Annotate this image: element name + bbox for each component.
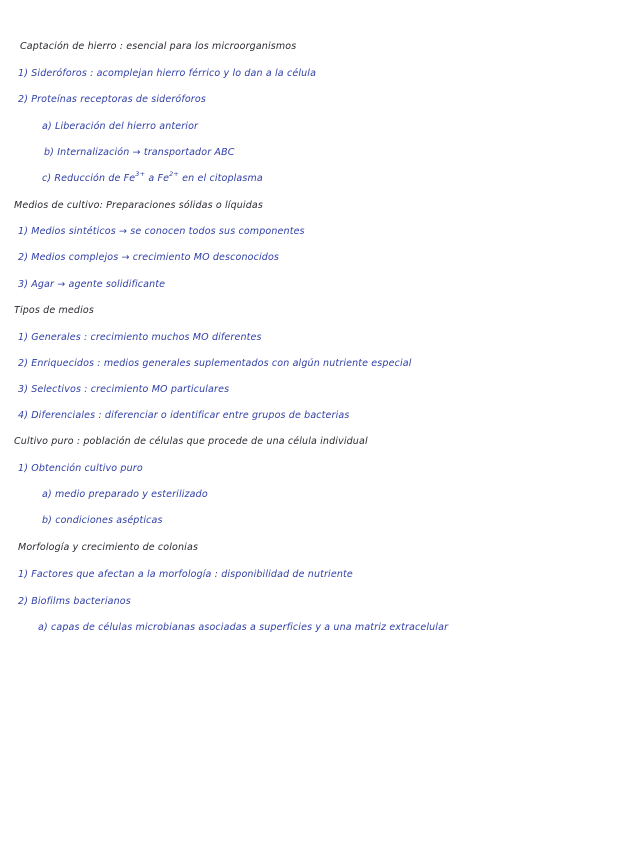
note-line-sideroforos: 1) Sideróforos : acomplejan hierro férrico y lo dan a la célula (18, 68, 317, 79)
note-line-obtencion: 1) Obtención cultivo puro (18, 463, 143, 474)
note-subitem-capas-celulas: a) capas de células microbianas asociadas a superficies y a una matriz extracelular (38, 622, 449, 633)
note-line-enriquecidos: 2) Enriquecidos : medios generales suplementados con algún nutriente especial (18, 358, 412, 369)
heading-tipos-medios: Tipos de medios (14, 305, 94, 316)
reduccion-text-mid: a Fe (145, 173, 170, 184)
note-subitem-liberacion: a) Liberación del hierro anterior (42, 121, 199, 132)
heading-medios-cultivo: Medios de cultivo: Preparaciones sólidas o líquidas (14, 200, 263, 211)
note-line-proteinas-receptoras: 2) Proteínas receptoras de sideróforos (18, 94, 206, 105)
note-subitem-medio-preparado: a) medio preparado y esterilizado (42, 489, 208, 500)
heading-captacion-hierro: Captación de hierro : esencial para los microorganismos (20, 41, 297, 52)
reduccion-text-end: en el citoplasma (179, 173, 263, 184)
note-subitem-reduccion (42, 169, 263, 185)
note-line-medios-complejos: 2) Medios complejos → crecimiento MO desconocidos (18, 252, 280, 263)
note-line-biofilms: 2) Biofilms bacterianos (18, 596, 131, 607)
fe2-charge: 2+ (169, 169, 179, 178)
note-subitem-condiciones: b) condiciones asépticas (42, 515, 163, 526)
note-line-medios-sinteticos: 1) Medios sintéticos → se conocen todos sus componentes (18, 226, 305, 237)
note-line-diferenciales: 4) Diferenciales : diferenciar o identificar entre grupos de bacterias (18, 410, 350, 421)
note-line-selectivos: 3) Selectivos : crecimiento MO particulares (18, 384, 230, 395)
heading-cultivo-puro: Cultivo puro : población de células que procede de una célula individual (14, 436, 368, 447)
reduccion-text-start: c) Reducción de Fe (42, 173, 136, 184)
note-subitem-internalizacion: b) Internalización → transportador ABC (44, 147, 235, 158)
note-line-generales: 1) Generales : crecimiento muchos MO diferentes (18, 332, 262, 343)
heading-morfologia: Morfología y crecimiento de colonias (18, 542, 199, 553)
fe3-charge: 3+ (135, 169, 146, 178)
note-line-factores: 1) Factores que afectan a la morfología : disponibilidad de nutriente (18, 569, 353, 580)
note-line-agar: 3) Agar → agente solidificante (18, 279, 166, 290)
